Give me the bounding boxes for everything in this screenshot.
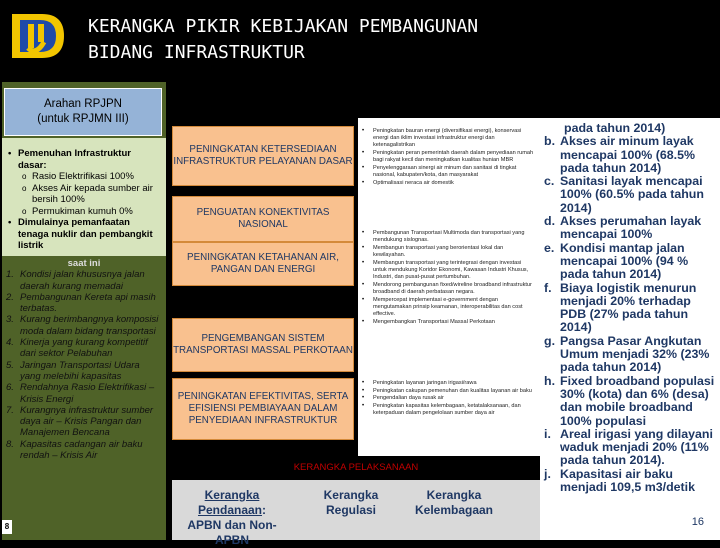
isu-item bbox=[6, 269, 162, 292]
pemenuhan-subitem: o Akses Air kepada sumber air bersih 100% bbox=[8, 183, 160, 206]
strategy-item: • Membangun transportasi yang berorientasi lokal dan kewilayahan. bbox=[362, 245, 534, 259]
isu-number: 6. bbox=[6, 382, 14, 394]
isu-item bbox=[6, 314, 162, 337]
pemenuhan-subitem: o Rasio Elektrifikasi 100% bbox=[8, 171, 160, 183]
isu-item bbox=[6, 439, 162, 462]
target-list bbox=[540, 122, 716, 494]
target-key: b. bbox=[544, 134, 556, 149]
isu-item bbox=[6, 405, 162, 439]
strategy-item: • Peningkatan kapasitas kelembagaan, ketatalaksanaan, dan keterpaduan dalam pengelolaan sumber daya air bbox=[362, 403, 534, 417]
rpjpn-box bbox=[4, 88, 162, 136]
target-key: d. bbox=[544, 214, 556, 229]
target-item bbox=[540, 428, 716, 468]
strategy-box bbox=[172, 378, 354, 440]
pemenuhan-box bbox=[2, 138, 166, 256]
regulasi-label: Kerangka Regulasi bbox=[323, 488, 379, 517]
target-item bbox=[540, 375, 716, 428]
isu-number: 3. bbox=[6, 314, 14, 326]
strategy-item: • Pembangunan Transportasi Multimoda dan transportasi yang mendukung sislognas. bbox=[362, 230, 534, 244]
strategy-item: • Optimalisasi neraca air domestik bbox=[362, 180, 534, 187]
isu-text: Pembangunan Kereta api masih terbatas. bbox=[20, 291, 156, 315]
target-text: Biaya logistik menurun menjadi 20% terhadap PDB (27% pada tahun 2014) bbox=[560, 280, 697, 335]
target-text: Sanitasi layak mencapai 100% (60.5% pada tahun 2014) bbox=[560, 174, 704, 215]
target-item bbox=[540, 468, 716, 495]
target-text: Kondisi mantap jalan mencapai 100% (94 % pada tahun 2014) bbox=[560, 240, 689, 282]
page-badge: 8 bbox=[2, 520, 12, 534]
pendanaan-rest: : APBN dan Non-APBN bbox=[187, 503, 277, 547]
pemenuhan-item: • Dimulainya pemanfaatan tenaga nuklir dan pembangkit listrik bbox=[8, 217, 160, 252]
pemenuhan-item: • Pemenuhan Infrastruktur dasar: bbox=[8, 148, 160, 171]
strategy-item: • Peningkatan cakupan pemenuhan dan kualitas layanan air baku bbox=[362, 388, 534, 395]
isu-item bbox=[6, 292, 162, 315]
target-item bbox=[540, 175, 716, 215]
isu-text: Kapasitas cadangan air baku rendah – Krisis Air bbox=[20, 438, 143, 462]
isu-text: Kurangnya infrastruktur sumber daya air – Krisis Pangan dan Manajemen Bencana bbox=[20, 404, 154, 439]
strategy-item: • Mendorong pembangunan fixed/wireline broadband infrastruktur broadband di daerah perbatasan negara. bbox=[362, 282, 534, 296]
isu-item bbox=[6, 382, 162, 405]
isu-item bbox=[6, 360, 162, 383]
page-number: 16 bbox=[691, 516, 704, 528]
target-text: Kapasitasi air baku menjadi 109,5 m3/detik bbox=[560, 466, 695, 495]
kelembagaan-label: Kerangka Kelembagaan bbox=[414, 488, 494, 517]
strategy-box bbox=[172, 318, 354, 372]
target-text: Areal irigasi yang dilayani waduk menjadi 20% (11% pada tahun 2014). bbox=[560, 426, 713, 468]
isu-number: 1. bbox=[6, 269, 14, 281]
target-key: j. bbox=[544, 466, 551, 481]
strategy-item: • Pengendalian daya rusak air bbox=[362, 395, 534, 402]
rpjpn-label: Arahan RPJPN (untuk RPJMN III) bbox=[37, 98, 129, 125]
isu-text: Jaringan Transportasi Udara yang melebihi kapasitas bbox=[20, 359, 140, 382]
isu-number: 7. bbox=[6, 404, 14, 416]
strategy-box-label: PENINGKATAN KETERSEDIAAN INFRASTRUKTUR PELAYANAN DASAR bbox=[173, 144, 353, 167]
strategy-box bbox=[172, 242, 354, 286]
strategy-box-label: PENGUATAN KONEKTIVITAS NASIONAL bbox=[196, 207, 330, 230]
pendanaan-title: Kerangka Pendanaan bbox=[197, 488, 263, 517]
strategy-item: • Peningkatan peran pemerintah daerah dalam penyediaan rumah bagi rakyat kecil dan meningkatkan kualitas hunian MBR bbox=[362, 150, 534, 164]
target-item bbox=[540, 215, 716, 242]
strategy-list bbox=[362, 230, 534, 327]
strategy-item: • Penyelenggaraan sinergi air minum dan sanitasi di tingkat nasional, kabupaten/kota, dan masyarakat bbox=[362, 165, 534, 179]
isu-text: Kinerja yang kurang kompetitif dari sektor Pelabuhan bbox=[20, 337, 148, 360]
isu-header: saat ini bbox=[67, 258, 101, 269]
isu-item bbox=[6, 337, 162, 360]
isu-number: 4. bbox=[6, 337, 14, 349]
strategy-list bbox=[362, 128, 534, 188]
pemenuhan-subitem: o Permukiman kumuh 0% bbox=[8, 206, 160, 218]
target-key: g. bbox=[544, 333, 556, 348]
target-item bbox=[540, 242, 716, 282]
target-text: Akses air minum layak mencapai 100% (68.5% pada tahun 2014) bbox=[560, 134, 695, 175]
strategy-box-label: PENGEMBANGAN SISTEM TRANSPORTASI MASSAL PERKOTAAN bbox=[173, 333, 353, 356]
target-key: h. bbox=[544, 373, 556, 388]
strategy-item: • Peningkatan layanan jaringan irigasi/rawa bbox=[362, 380, 534, 387]
target-text: Pangsa Pasar Angkutan Umum menjadi 32% (23% pada tahun 2014) bbox=[560, 333, 710, 375]
isu-text: Kurang berimbangnya komposisi moda dalam bidang transportasi bbox=[20, 314, 159, 337]
isu-list bbox=[6, 258, 162, 461]
pendanaan-label bbox=[180, 488, 284, 548]
strategy-item: • Mengembangkan Transportasi Massal Perkotaan bbox=[362, 319, 534, 326]
isu-number: 5. bbox=[6, 359, 14, 371]
target-key: i. bbox=[544, 426, 551, 441]
page-title: KERANGKA PIKIR KEBIJAKAN PEMBANGUNAN BIDANG INFRASTRUKTUR bbox=[88, 16, 479, 63]
isu-text: Kondisi jalan khususnya jalan daerah kurang memadai bbox=[20, 269, 145, 292]
strategy-list bbox=[362, 380, 534, 418]
target-item bbox=[540, 135, 716, 175]
target-key: f. bbox=[544, 280, 552, 295]
target-text: Akses perumahan layak mencapai 100% bbox=[560, 214, 702, 242]
strategy-box bbox=[172, 126, 354, 186]
pelaksanaan-header: KERANGKA PELAKSANAAN bbox=[293, 462, 419, 473]
target-continued: pada tahun 2014) bbox=[564, 121, 666, 135]
isu-text: Rendahnya Rasio Elektrifikasi – Krisis Energi bbox=[20, 382, 155, 405]
target-text: Fixed broadband populasi 30% (kota) dan 6% (desa) dan mobile broadband 100% populasi bbox=[560, 373, 715, 428]
strategy-item: • Peningkatan bauran energi (diversifikasi energi), konservasi energi dan iklim investasi infrastruktur energi dan ketenagalistrikan bbox=[362, 128, 534, 150]
isu-number: 2. bbox=[6, 291, 14, 303]
header-bar bbox=[0, 0, 720, 80]
strategy-box-label: PENINGKATAN EFEKTIVITAS, SERTA EFISIENSI PEMBIAYAAN DALAM PENYEDIAAN INFRASTRUKTUR bbox=[177, 391, 349, 426]
target-item bbox=[540, 335, 716, 375]
target-key: c. bbox=[544, 174, 555, 189]
pu-logo-icon bbox=[6, 6, 70, 68]
strategy-item: • Membangun transportasi yang terintegrasi dengan investasi untuk mendukung Koridor Ekonomi, Kawasan Industri Khusus, Industri, dan pusat-pusat pertumbuhan. bbox=[362, 260, 534, 282]
target-item bbox=[540, 282, 716, 335]
strategy-box-label: PENINGKATAN KETAHANAN AIR, PANGAN DAN ENERGI bbox=[187, 252, 339, 275]
strategy-item: • Mempercepat implementasi e-government dengan mengutamakan prinsip keamanan, interoperabilitas dan cost effective. bbox=[362, 297, 534, 319]
isu-number: 8. bbox=[6, 438, 14, 450]
strategy-box bbox=[172, 196, 354, 242]
target-key: e. bbox=[544, 240, 555, 255]
